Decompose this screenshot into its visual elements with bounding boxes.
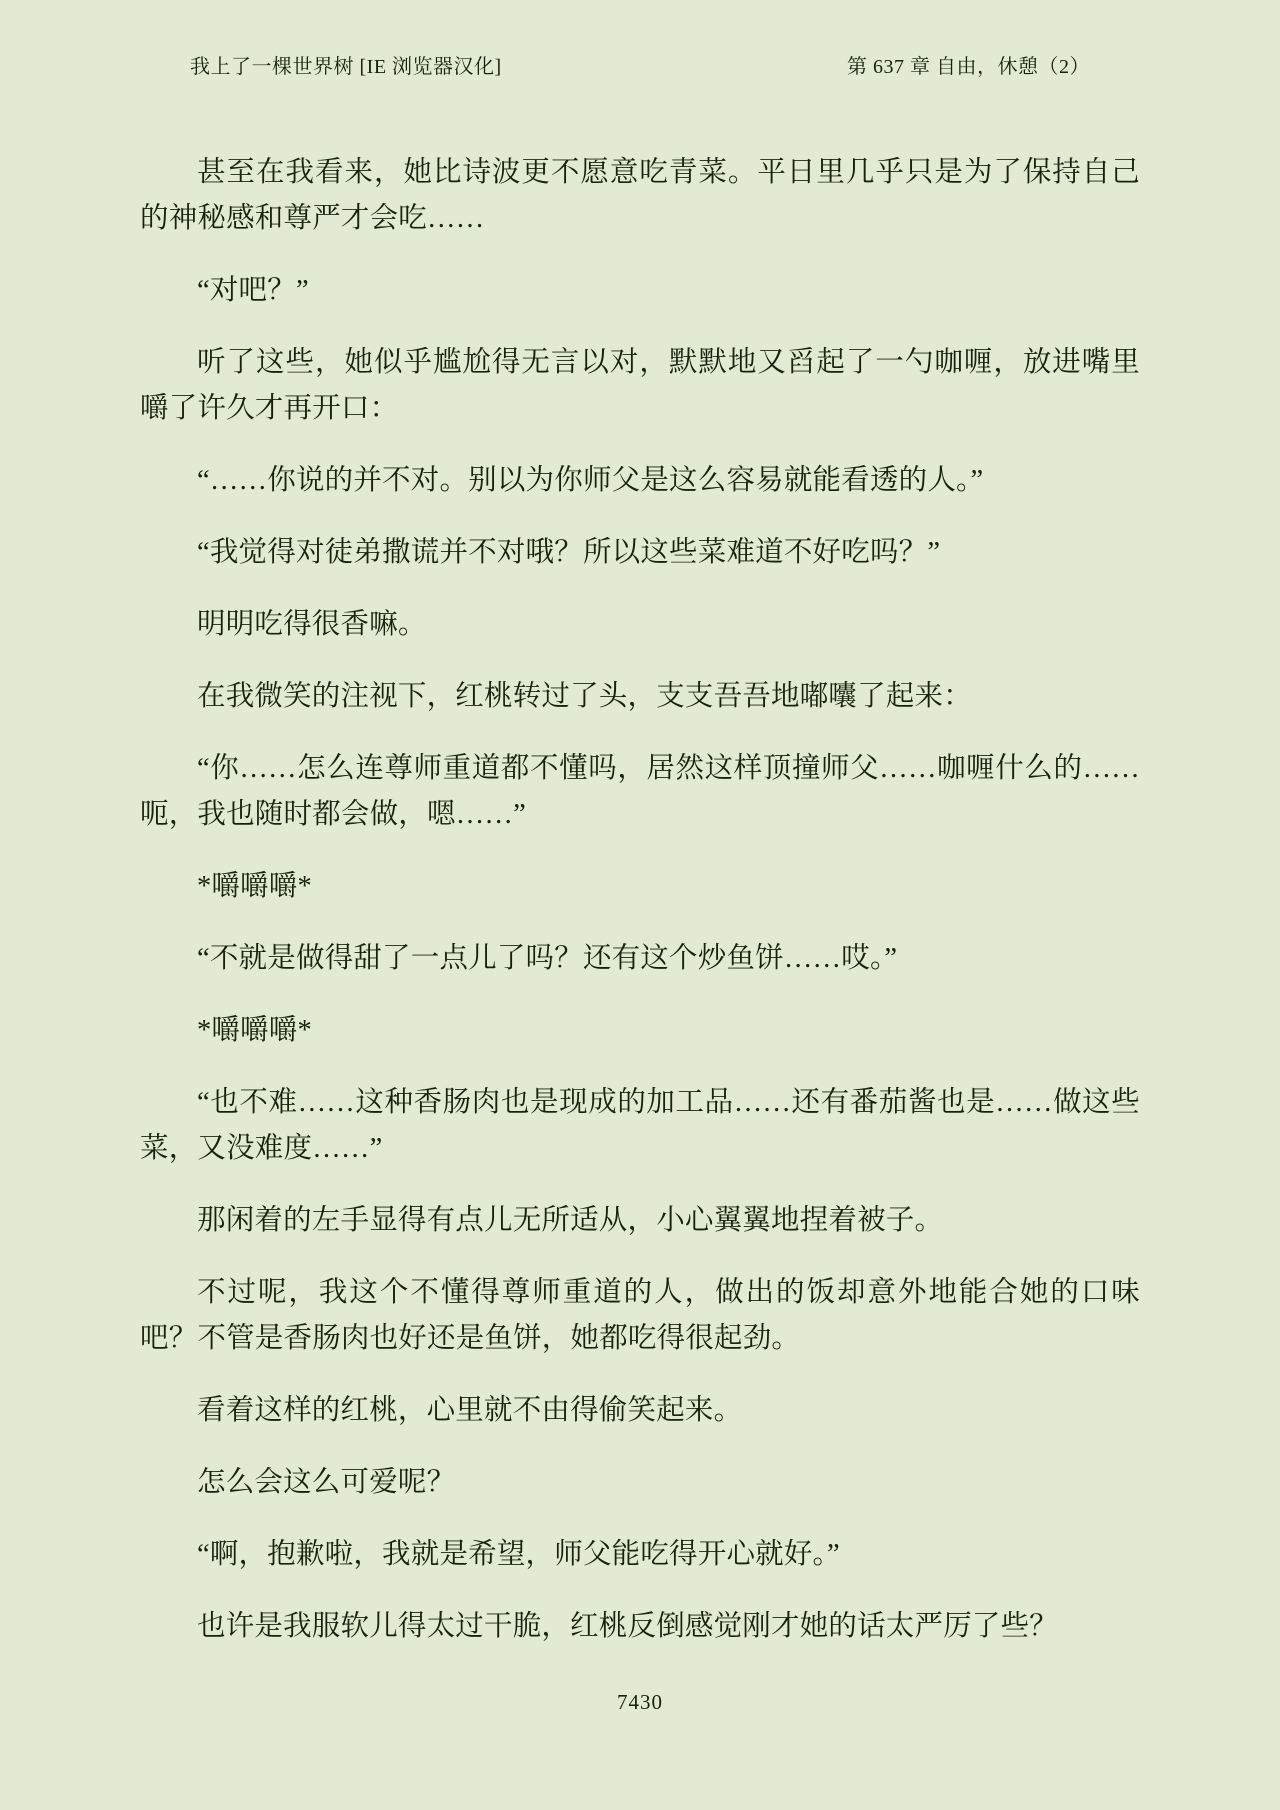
paragraph: 在我微笑的注视下，红桃转过了头，支支吾吾地嘟囔了起来：: [197, 681, 972, 712]
paragraph: 明明吃得很香嘛。: [197, 609, 427, 640]
page-header: [190, 50, 1090, 79]
header-book-title: 我上了一棵世界树 [IE 浏览器汉化]: [190, 56, 502, 78]
paragraph: “你……怎么连尊师重道都不懂吗，居然这样顶撞师父……咖喱什么的……呃，我也随时都会做，嗯……”: [140, 753, 1140, 830]
paragraph: “……你说的并不对。别以为你师父是这么容易就能看透的人。”: [197, 465, 984, 496]
page-body: [140, 150, 1140, 1676]
paragraph: 看着这样的红桃，心里就不由得偷笑起来。: [197, 1395, 743, 1426]
paragraph: *嚼嚼嚼*: [197, 1015, 313, 1046]
paragraph: “我觉得对徒弟撒谎并不对哦？所以这些菜难道不好吃吗？”: [197, 537, 941, 568]
paragraph: “也不难……这种香肠肉也是现成的加工品……还有番茄酱也是……做这些菜，又没难度……”: [140, 1087, 1140, 1164]
header-chapter-title: 第 637 章 自由，休憩（2）: [847, 56, 1090, 78]
paragraph: *嚼嚼嚼*: [197, 871, 313, 902]
paragraph: 听了这些，她似乎尴尬得无言以对，默默地又舀起了一勺咖喱，放进嘴里嚼了许久才再开口：: [140, 347, 1140, 424]
paragraph: 不过呢，我这个不懂得尊师重道的人，做出的饭却意外地能合她的口味吧？不管是香肠肉也好还是鱼饼，她都吃得很起劲。: [140, 1277, 1140, 1354]
paragraph: “啊，抱歉啦，我就是希望，师父能吃得开心就好。”: [197, 1539, 840, 1570]
paragraph: 也许是我服软儿得太过干脆，红桃反倒感觉刚才她的话太严厉了些？: [197, 1611, 1059, 1642]
paragraph: “对吧？”: [197, 275, 309, 306]
paragraph: 那闲着的左手显得有点儿无所适从，小心翼翼地捏着被子。: [197, 1205, 944, 1236]
paragraph: “不就是做得甜了一点儿了吗？还有这个炒鱼饼……哎。”: [197, 943, 898, 974]
page-number: 7430: [617, 1690, 663, 1714]
paragraph: 怎么会这么可爱呢？: [197, 1467, 456, 1498]
paragraph: 甚至在我看来，她比诗波更不愿意吃青菜。平日里几乎只是为了保持自己的神秘感和尊严才会吃……: [140, 157, 1140, 234]
